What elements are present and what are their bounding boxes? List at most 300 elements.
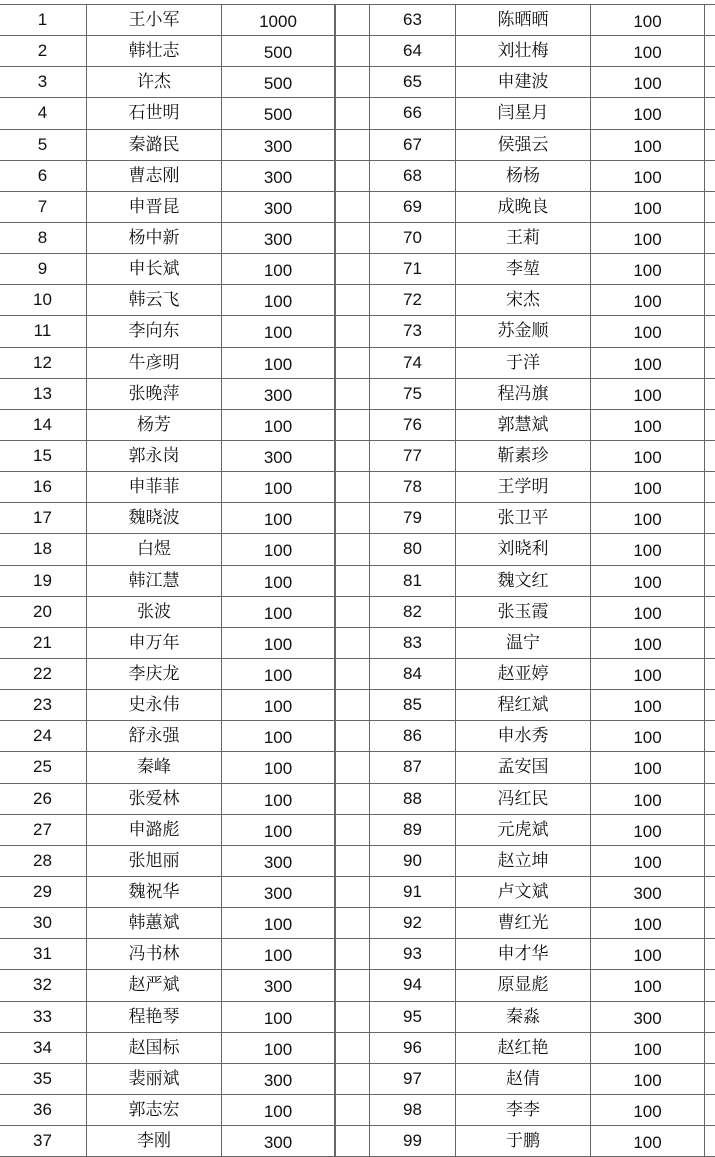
amount-cell: 100 <box>222 752 335 783</box>
table-row <box>336 5 715 36</box>
name-cell: 李庆龙 <box>87 658 222 689</box>
amount-cell: 100 <box>222 658 335 689</box>
row-number-cell: 65 <box>370 67 456 98</box>
name-cell: 韩蕙斌 <box>87 908 222 939</box>
amount-cell: 100 <box>222 285 335 316</box>
amount-cell: 100 <box>222 1001 335 1032</box>
table-row <box>0 876 335 907</box>
amount-cell: 100 <box>591 721 705 752</box>
name-cell: 郭永岗 <box>87 440 222 471</box>
table-row <box>0 814 335 845</box>
row-number-cell: 36 <box>0 1094 87 1125</box>
table-row <box>0 347 335 378</box>
row-number-cell: 7 <box>0 191 87 222</box>
name-cell: 于鹏 <box>456 1126 591 1157</box>
table-row <box>0 67 335 98</box>
empty-cell <box>336 1032 370 1063</box>
empty-cell <box>705 254 715 285</box>
row-number-cell: 12 <box>0 347 87 378</box>
name-cell: 李李 <box>456 1094 591 1125</box>
amount-cell: 300 <box>222 845 335 876</box>
name-cell: 李堃 <box>456 254 591 285</box>
name-cell: 韩壮志 <box>87 36 222 67</box>
table-row <box>336 970 715 1001</box>
row-number-cell: 75 <box>370 378 456 409</box>
name-cell: 温宁 <box>456 627 591 658</box>
amount-cell: 100 <box>222 783 335 814</box>
empty-cell <box>705 845 715 876</box>
empty-cell <box>705 939 715 970</box>
empty-cell <box>705 440 715 471</box>
table-row <box>336 98 715 129</box>
name-cell: 程红斌 <box>456 690 591 721</box>
amount-cell: 1000 <box>222 5 335 36</box>
name-cell: 冯红民 <box>456 783 591 814</box>
name-cell: 许杰 <box>87 67 222 98</box>
amount-cell: 100 <box>591 347 705 378</box>
amount-cell: 300 <box>591 876 705 907</box>
empty-cell <box>705 721 715 752</box>
empty-cell <box>705 378 715 409</box>
amount-cell: 100 <box>222 472 335 503</box>
empty-cell <box>336 845 370 876</box>
empty-cell <box>705 191 715 222</box>
table-row <box>0 1001 335 1032</box>
name-cell: 申菲菲 <box>87 472 222 503</box>
table-row <box>336 876 715 907</box>
empty-cell <box>336 378 370 409</box>
amount-cell: 100 <box>222 254 335 285</box>
empty-cell <box>336 129 370 160</box>
amount-cell: 100 <box>591 316 705 347</box>
empty-cell <box>705 1001 715 1032</box>
name-cell: 张波 <box>87 596 222 627</box>
row-number-cell: 92 <box>370 908 456 939</box>
name-cell: 魏文红 <box>456 565 591 596</box>
table-row <box>0 970 335 1001</box>
amount-cell: 100 <box>591 378 705 409</box>
row-number-cell: 10 <box>0 285 87 316</box>
name-cell: 侯强云 <box>456 129 591 160</box>
row-number-cell: 3 <box>0 67 87 98</box>
row-number-cell: 64 <box>370 36 456 67</box>
amount-cell: 300 <box>222 222 335 253</box>
row-number-cell: 86 <box>370 721 456 752</box>
empty-cell <box>705 1094 715 1125</box>
empty-cell <box>705 160 715 191</box>
empty-cell <box>336 1094 370 1125</box>
row-number-cell: 91 <box>370 876 456 907</box>
empty-cell <box>336 472 370 503</box>
amount-cell: 100 <box>222 721 335 752</box>
row-number-cell: 83 <box>370 627 456 658</box>
donation-table-right <box>335 4 715 1157</box>
name-cell: 赵严斌 <box>87 970 222 1001</box>
empty-cell <box>336 98 370 129</box>
name-cell: 张卫平 <box>456 503 591 534</box>
amount-cell: 100 <box>222 814 335 845</box>
name-cell: 孟安国 <box>456 752 591 783</box>
row-number-cell: 13 <box>0 378 87 409</box>
table-row <box>0 160 335 191</box>
row-number-cell: 35 <box>0 1063 87 1094</box>
amount-cell: 100 <box>222 565 335 596</box>
table-row <box>0 658 335 689</box>
empty-cell <box>336 36 370 67</box>
row-number-cell: 22 <box>0 658 87 689</box>
amount-cell: 100 <box>591 191 705 222</box>
name-cell: 于洋 <box>456 347 591 378</box>
table-row <box>336 316 715 347</box>
table-row <box>336 1094 715 1125</box>
name-cell: 申建波 <box>456 67 591 98</box>
table-row <box>0 472 335 503</box>
name-cell: 杨杨 <box>456 160 591 191</box>
row-number-cell: 18 <box>0 534 87 565</box>
table-row <box>336 472 715 503</box>
name-cell: 秦淼 <box>456 1001 591 1032</box>
amount-cell: 300 <box>222 970 335 1001</box>
amount-cell: 100 <box>591 503 705 534</box>
empty-cell <box>336 254 370 285</box>
amount-cell: 100 <box>222 939 335 970</box>
amount-cell: 100 <box>222 596 335 627</box>
table-row <box>336 752 715 783</box>
amount-cell: 100 <box>591 67 705 98</box>
name-cell: 魏祝华 <box>87 876 222 907</box>
table-row <box>0 191 335 222</box>
table-row <box>0 129 335 160</box>
row-number-cell: 77 <box>370 440 456 471</box>
table-row <box>336 378 715 409</box>
amount-cell: 100 <box>591 440 705 471</box>
row-number-cell: 23 <box>0 690 87 721</box>
table-row <box>336 627 715 658</box>
amount-cell: 100 <box>591 752 705 783</box>
name-cell: 靳素珍 <box>456 440 591 471</box>
name-cell: 裴丽斌 <box>87 1063 222 1094</box>
amount-cell: 100 <box>591 814 705 845</box>
empty-cell <box>705 1032 715 1063</box>
empty-cell <box>705 472 715 503</box>
row-number-cell: 30 <box>0 908 87 939</box>
amount-cell: 500 <box>222 98 335 129</box>
name-cell: 王小军 <box>87 5 222 36</box>
amount-cell: 100 <box>591 627 705 658</box>
amount-cell: 100 <box>591 98 705 129</box>
amount-cell: 100 <box>591 5 705 36</box>
table-row <box>0 908 335 939</box>
amount-cell: 100 <box>591 409 705 440</box>
table-row <box>0 1094 335 1125</box>
amount-cell: 100 <box>591 36 705 67</box>
row-number-cell: 8 <box>0 222 87 253</box>
name-cell: 张旭丽 <box>87 845 222 876</box>
empty-cell <box>336 67 370 98</box>
name-cell: 张晚萍 <box>87 378 222 409</box>
row-number-cell: 67 <box>370 129 456 160</box>
name-cell: 石世明 <box>87 98 222 129</box>
empty-cell <box>336 939 370 970</box>
empty-cell <box>705 316 715 347</box>
table-row <box>0 721 335 752</box>
empty-cell <box>336 503 370 534</box>
empty-cell <box>336 627 370 658</box>
table-row <box>336 1032 715 1063</box>
table-row <box>336 440 715 471</box>
amount-cell: 100 <box>591 129 705 160</box>
table-row <box>336 565 715 596</box>
empty-cell <box>705 129 715 160</box>
amount-cell: 300 <box>222 160 335 191</box>
empty-cell <box>336 1001 370 1032</box>
name-cell: 程冯旗 <box>456 378 591 409</box>
empty-cell <box>336 970 370 1001</box>
empty-cell <box>705 908 715 939</box>
amount-cell: 100 <box>591 596 705 627</box>
empty-cell <box>705 876 715 907</box>
table-row <box>0 596 335 627</box>
empty-cell <box>336 908 370 939</box>
row-number-cell: 76 <box>370 409 456 440</box>
amount-cell: 100 <box>591 1063 705 1094</box>
row-number-cell: 16 <box>0 472 87 503</box>
row-number-cell: 33 <box>0 1001 87 1032</box>
amount-cell: 100 <box>591 1094 705 1125</box>
row-number-cell: 66 <box>370 98 456 129</box>
row-number-cell: 88 <box>370 783 456 814</box>
empty-cell <box>705 503 715 534</box>
name-cell: 申潞彪 <box>87 814 222 845</box>
row-number-cell: 69 <box>370 191 456 222</box>
amount-cell: 500 <box>222 36 335 67</box>
amount-cell: 100 <box>222 690 335 721</box>
name-cell: 秦潞民 <box>87 129 222 160</box>
empty-cell <box>336 814 370 845</box>
row-number-cell: 78 <box>370 472 456 503</box>
amount-cell: 300 <box>222 191 335 222</box>
row-number-cell: 14 <box>0 409 87 440</box>
table-row <box>0 627 335 658</box>
amount-cell: 100 <box>222 908 335 939</box>
table-row <box>0 316 335 347</box>
row-number-cell: 1 <box>0 5 87 36</box>
empty-cell <box>705 347 715 378</box>
name-cell: 苏金顺 <box>456 316 591 347</box>
amount-cell: 500 <box>222 67 335 98</box>
empty-cell <box>705 1063 715 1094</box>
empty-cell <box>705 565 715 596</box>
amount-cell: 100 <box>591 658 705 689</box>
amount-cell: 100 <box>222 316 335 347</box>
name-cell: 申晋昆 <box>87 191 222 222</box>
row-number-cell: 96 <box>370 1032 456 1063</box>
row-number-cell: 98 <box>370 1094 456 1125</box>
row-number-cell: 32 <box>0 970 87 1001</box>
row-number-cell: 94 <box>370 970 456 1001</box>
name-cell: 张玉霞 <box>456 596 591 627</box>
empty-cell <box>336 5 370 36</box>
name-cell: 王莉 <box>456 222 591 253</box>
donation-table-left <box>0 4 335 1157</box>
row-number-cell: 15 <box>0 440 87 471</box>
amount-cell: 100 <box>222 503 335 534</box>
amount-cell: 100 <box>222 1032 335 1063</box>
table-row <box>0 5 335 36</box>
table-row <box>0 690 335 721</box>
table-row <box>336 534 715 565</box>
empty-cell <box>705 783 715 814</box>
empty-cell <box>336 191 370 222</box>
row-number-cell: 9 <box>0 254 87 285</box>
name-cell: 李向东 <box>87 316 222 347</box>
name-cell: 宋杰 <box>456 285 591 316</box>
amount-cell: 300 <box>222 1063 335 1094</box>
table-row <box>0 378 335 409</box>
row-number-cell: 29 <box>0 876 87 907</box>
row-number-cell: 84 <box>370 658 456 689</box>
empty-cell <box>336 347 370 378</box>
row-number-cell: 72 <box>370 285 456 316</box>
empty-cell <box>705 36 715 67</box>
amount-cell: 300 <box>222 378 335 409</box>
amount-cell: 100 <box>222 409 335 440</box>
name-cell: 秦峰 <box>87 752 222 783</box>
name-cell: 赵立坤 <box>456 845 591 876</box>
name-cell: 成晚良 <box>456 191 591 222</box>
name-cell: 牛彦明 <box>87 347 222 378</box>
name-cell: 赵国标 <box>87 1032 222 1063</box>
row-number-cell: 70 <box>370 222 456 253</box>
empty-cell <box>336 1126 370 1157</box>
row-number-cell: 82 <box>370 596 456 627</box>
row-number-cell: 97 <box>370 1063 456 1094</box>
row-number-cell: 20 <box>0 596 87 627</box>
table-row <box>0 565 335 596</box>
table-row <box>336 285 715 316</box>
table-row <box>336 129 715 160</box>
table-row <box>336 596 715 627</box>
table-row <box>336 845 715 876</box>
name-cell: 曹志刚 <box>87 160 222 191</box>
name-cell: 杨芳 <box>87 409 222 440</box>
name-cell: 郭慧斌 <box>456 409 591 440</box>
empty-cell <box>705 98 715 129</box>
empty-cell <box>705 1126 715 1157</box>
name-cell: 原显彪 <box>456 970 591 1001</box>
name-cell: 杨中新 <box>87 222 222 253</box>
empty-cell <box>336 285 370 316</box>
table-row <box>0 783 335 814</box>
amount-cell: 100 <box>222 627 335 658</box>
empty-cell <box>336 409 370 440</box>
row-number-cell: 74 <box>370 347 456 378</box>
row-number-cell: 85 <box>370 690 456 721</box>
name-cell: 申才华 <box>456 939 591 970</box>
row-number-cell: 5 <box>0 129 87 160</box>
empty-cell <box>336 752 370 783</box>
empty-cell <box>705 409 715 440</box>
name-cell: 赵红艳 <box>456 1032 591 1063</box>
amount-cell: 100 <box>591 160 705 191</box>
table-row <box>336 690 715 721</box>
amount-cell: 100 <box>591 1126 705 1157</box>
table-row <box>336 1126 715 1157</box>
table-row <box>336 67 715 98</box>
name-cell: 魏晓波 <box>87 503 222 534</box>
empty-cell <box>705 222 715 253</box>
name-cell: 韩云飞 <box>87 285 222 316</box>
name-cell: 赵倩 <box>456 1063 591 1094</box>
amount-cell: 100 <box>591 908 705 939</box>
table-row <box>336 1001 715 1032</box>
row-number-cell: 95 <box>370 1001 456 1032</box>
table-row <box>0 845 335 876</box>
empty-cell <box>705 627 715 658</box>
row-number-cell: 90 <box>370 845 456 876</box>
row-number-cell: 25 <box>0 752 87 783</box>
name-cell: 元虎斌 <box>456 814 591 845</box>
amount-cell: 100 <box>591 472 705 503</box>
table-row <box>0 1126 335 1157</box>
table-row <box>0 36 335 67</box>
row-number-cell: 79 <box>370 503 456 534</box>
table-row <box>0 939 335 970</box>
table-row <box>336 36 715 67</box>
table-row <box>336 191 715 222</box>
empty-cell <box>336 160 370 191</box>
name-cell: 韩江慧 <box>87 565 222 596</box>
amount-cell: 100 <box>222 534 335 565</box>
table-row <box>0 752 335 783</box>
amount-cell: 300 <box>222 1126 335 1157</box>
row-number-cell: 6 <box>0 160 87 191</box>
empty-cell <box>336 440 370 471</box>
table-row <box>336 908 715 939</box>
name-cell: 刘晓利 <box>456 534 591 565</box>
table-row <box>336 254 715 285</box>
name-cell: 曹红光 <box>456 908 591 939</box>
empty-cell <box>336 596 370 627</box>
amount-cell: 100 <box>591 565 705 596</box>
row-number-cell: 24 <box>0 721 87 752</box>
name-cell: 申长斌 <box>87 254 222 285</box>
row-number-cell: 31 <box>0 939 87 970</box>
name-cell: 程艳琴 <box>87 1001 222 1032</box>
amount-cell: 100 <box>591 1032 705 1063</box>
amount-cell: 100 <box>591 534 705 565</box>
amount-cell: 100 <box>591 845 705 876</box>
empty-cell <box>336 534 370 565</box>
empty-cell <box>705 534 715 565</box>
amount-cell: 100 <box>591 254 705 285</box>
name-cell: 白煜 <box>87 534 222 565</box>
empty-cell <box>705 285 715 316</box>
amount-cell: 100 <box>591 285 705 316</box>
row-number-cell: 37 <box>0 1126 87 1157</box>
table-row <box>336 721 715 752</box>
table-row <box>336 222 715 253</box>
name-cell: 史永伟 <box>87 690 222 721</box>
name-cell: 赵亚婷 <box>456 658 591 689</box>
empty-cell <box>705 752 715 783</box>
row-number-cell: 4 <box>0 98 87 129</box>
name-cell: 冯书林 <box>87 939 222 970</box>
row-number-cell: 89 <box>370 814 456 845</box>
empty-cell <box>705 814 715 845</box>
empty-cell <box>336 876 370 907</box>
name-cell: 闫星月 <box>456 98 591 129</box>
